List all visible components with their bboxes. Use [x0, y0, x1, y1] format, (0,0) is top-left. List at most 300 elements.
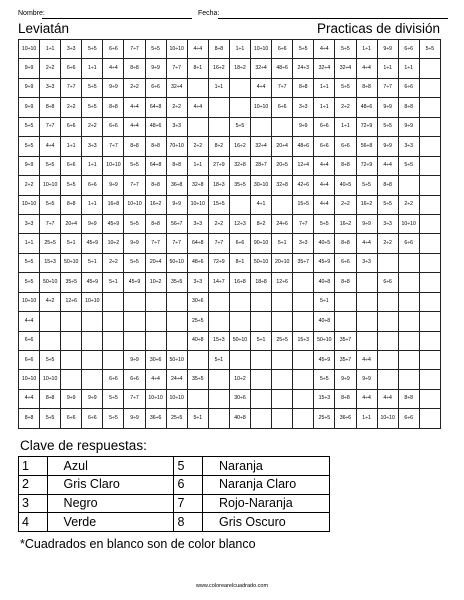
grid-cell: 7÷7: [124, 40, 145, 59]
grid-cell: 4÷4: [103, 59, 124, 78]
grid-cell: [82, 331, 103, 350]
grid-cell: 5÷5: [356, 176, 377, 195]
grid-cell: 9÷9: [103, 176, 124, 195]
grid-cell: [103, 331, 124, 350]
grid-cell: 4÷4: [40, 137, 61, 156]
name-line: [42, 18, 192, 19]
grid-cell: 12÷4: [293, 156, 314, 175]
grid-cell: [187, 78, 208, 97]
grid-cell: 8÷8: [124, 137, 145, 156]
grid-cell: 16÷2: [356, 195, 377, 214]
grid-cell: 1÷1: [335, 117, 356, 136]
grid-cell: 9÷9: [61, 389, 82, 408]
grid-cell: 8÷8: [40, 389, 61, 408]
grid-cell: 7÷7: [40, 214, 61, 233]
grid-cell: 5÷5: [82, 98, 103, 117]
grid-cell: 25÷5: [314, 409, 335, 429]
grid-cell: [272, 292, 293, 311]
division-grid: [18, 39, 441, 429]
grid-cell: 9÷9: [398, 117, 419, 136]
grid-cell: 9÷9: [19, 156, 40, 175]
grid-cell: 8÷8: [335, 156, 356, 175]
grid-cell: 18÷3: [208, 176, 229, 195]
grid-cell: [398, 253, 419, 272]
grid-cell: [398, 312, 419, 331]
grid-cell: 10÷10: [398, 214, 419, 233]
grid-cell: [419, 78, 440, 97]
grid-cell: 2÷2: [335, 98, 356, 117]
worksheet-title: Practicas de división: [316, 21, 440, 36]
grid-cell: [419, 331, 440, 350]
grid-cell: 6÷6: [272, 98, 293, 117]
grid-cell: 50÷10: [166, 253, 187, 272]
grid-cell: 32÷8: [229, 156, 250, 175]
grid-cell: 36÷6: [335, 409, 356, 429]
grid-cell: 24÷3: [293, 59, 314, 78]
grid-cell: 4÷4: [145, 370, 166, 389]
grid-cell: 7÷7: [61, 78, 82, 97]
grid-cell: 4÷4: [251, 78, 272, 97]
grid-cell: 2÷2: [61, 98, 82, 117]
grid-cell: 10÷10: [19, 370, 40, 389]
grid-cell: 12÷6: [272, 273, 293, 292]
grid-cell: 72÷9: [208, 253, 229, 272]
date-line: [218, 18, 448, 19]
grid-cell: 8÷8: [335, 389, 356, 408]
grid-cell: 16÷8: [103, 195, 124, 214]
key-number: 1: [19, 457, 48, 476]
grid-cell: 2÷2: [166, 98, 187, 117]
key-color: Azul: [47, 457, 174, 476]
grid-cell: 10÷2: [103, 234, 124, 253]
grid-cell: 7÷7: [272, 78, 293, 97]
grid-cell: [398, 292, 419, 311]
key-number: 5: [174, 457, 203, 476]
grid-cell: 5÷5: [335, 78, 356, 97]
grid-cell: 3÷3: [40, 78, 61, 97]
grid-cell: [251, 292, 272, 311]
grid-cell: [61, 331, 82, 350]
key-number: 4: [19, 513, 48, 532]
grid-cell: 8÷8: [398, 389, 419, 408]
grid-cell: 4÷4: [124, 117, 145, 136]
grid-cell: 2÷2: [124, 78, 145, 97]
grid-cell: 8÷8: [145, 214, 166, 233]
grid-cell: 8÷8: [377, 176, 398, 195]
grid-cell: 6÷6: [61, 409, 82, 429]
grid-cell: 8÷8: [103, 98, 124, 117]
grid-cell: [419, 312, 440, 331]
grid-cell: 9÷9: [124, 351, 145, 370]
key-color: Gris Claro: [47, 475, 174, 494]
grid-cell: 16÷2: [229, 137, 250, 156]
grid-cell: [272, 389, 293, 408]
grid-cell: 4÷1: [251, 195, 272, 214]
grid-cell: [166, 292, 187, 311]
key-color: Rojo-Naranja: [203, 494, 330, 513]
grid-cell: 5÷5: [61, 176, 82, 195]
grid-cell: 6÷6: [314, 137, 335, 156]
grid-cell: [377, 351, 398, 370]
grid-cell: [356, 292, 377, 311]
grid-cell: 3÷3: [187, 214, 208, 233]
grid-cell: 24÷6: [272, 214, 293, 233]
grid-cell: 8÷8: [145, 176, 166, 195]
grid-cell: 35÷5: [166, 273, 187, 292]
grid-cell: 4÷4: [356, 351, 377, 370]
grid-cell: [398, 331, 419, 350]
grid-cell: [145, 331, 166, 350]
grid-cell: 7÷7: [124, 176, 145, 195]
grid-cell: 15÷5: [208, 195, 229, 214]
grid-cell: [398, 351, 419, 370]
grid-cell: 45÷9: [314, 351, 335, 370]
grid-cell: [251, 351, 272, 370]
grid-cell: 42÷6: [293, 176, 314, 195]
grid-cell: [82, 312, 103, 331]
grid-cell: 40÷8: [314, 312, 335, 331]
grid-cell: 2÷2: [103, 253, 124, 272]
grid-cell: 8÷8: [166, 156, 187, 175]
grid-cell: 1÷1: [398, 59, 419, 78]
grid-cell: [208, 312, 229, 331]
grid-cell: 4÷4: [187, 98, 208, 117]
grid-cell: 1÷1: [356, 40, 377, 59]
grid-cell: [82, 370, 103, 389]
grid-cell: 5÷5: [19, 117, 40, 136]
grid-cell: [61, 312, 82, 331]
grid-cell: [419, 214, 440, 233]
grid-cell: [293, 312, 314, 331]
grid-cell: 5÷1: [251, 331, 272, 350]
grid-cell: 16÷8: [229, 273, 250, 292]
grid-cell: 2÷2: [398, 195, 419, 214]
grid-row: [19, 78, 441, 97]
grid-cell: 15÷3: [208, 331, 229, 350]
grid-cell: 10÷10: [166, 389, 187, 408]
grid-cell: 9÷9: [377, 98, 398, 117]
grid-cell: 48÷6: [272, 59, 293, 78]
grid-cell: 5÷5: [82, 40, 103, 59]
grid-cell: 6÷6: [103, 370, 124, 389]
grid-cell: [166, 312, 187, 331]
grid-cell: 5÷1: [103, 273, 124, 292]
grid-cell: [229, 78, 250, 97]
grid-cell: 8÷8: [356, 78, 377, 97]
grid-cell: [419, 176, 440, 195]
grid-cell: [251, 370, 272, 389]
grid-cell: [272, 195, 293, 214]
grid-cell: 10÷10: [40, 370, 61, 389]
grid-cell: 5÷5: [40, 195, 61, 214]
grid-row: [19, 351, 441, 370]
grid-cell: 20÷10: [272, 253, 293, 272]
grid-cell: [419, 370, 440, 389]
grid-cell: 9÷9: [124, 409, 145, 429]
grid-cell: 3÷3: [356, 253, 377, 272]
grid-cell: [229, 292, 250, 311]
grid-cell: 6÷6: [398, 234, 419, 253]
grid-cell: 30÷6: [145, 351, 166, 370]
grid-cell: 9÷9: [377, 137, 398, 156]
grid-cell: 90÷10: [251, 234, 272, 253]
key-number: 7: [174, 494, 203, 513]
grid-cell: 30÷6: [229, 389, 250, 408]
grid-cell: [145, 292, 166, 311]
grid-cell: 30÷10: [251, 176, 272, 195]
grid-cell: [208, 389, 229, 408]
grid-cell: 7÷7: [40, 117, 61, 136]
grid-cell: [419, 137, 440, 156]
answer-key-row: [19, 457, 330, 476]
grid-cell: 6÷6: [19, 331, 40, 350]
grid-cell: [61, 351, 82, 370]
grid-cell: 5÷5: [40, 156, 61, 175]
grid-cell: 32÷4: [314, 59, 335, 78]
grid-row: [19, 40, 441, 59]
grid-cell: 48÷6: [145, 117, 166, 136]
grid-cell: 50÷10: [314, 331, 335, 350]
grid-cell: 10÷2: [229, 370, 250, 389]
grid-cell: 8÷2: [251, 214, 272, 233]
key-number: 8: [174, 513, 203, 532]
grid-cell: [251, 117, 272, 136]
grid-cell: 4÷4: [19, 389, 40, 408]
grid-cell: 64÷8: [145, 156, 166, 175]
grid-cell: [419, 273, 440, 292]
grid-row: [19, 195, 441, 214]
footnote: *Cuadrados en blanco son de color blanco: [20, 537, 256, 551]
grid-cell: 45÷9: [103, 214, 124, 233]
grid-cell: 4÷4: [314, 156, 335, 175]
grid-cell: 10÷10: [166, 40, 187, 59]
grid-cell: 36÷8: [166, 176, 187, 195]
grid-cell: 32÷8: [272, 176, 293, 195]
worksheet-subject: Leviatán: [18, 21, 70, 36]
grid-row: [19, 292, 441, 311]
grid-cell: 10÷10: [251, 40, 272, 59]
grid-cell: 4÷4: [187, 40, 208, 59]
grid-cell: 3÷3: [398, 137, 419, 156]
grid-cell: 10÷10: [251, 98, 272, 117]
grid-cell: [419, 292, 440, 311]
grid-row: [19, 273, 441, 292]
grid-cell: 6÷6: [103, 117, 124, 136]
grid-cell: 10÷10: [40, 176, 61, 195]
grid-cell: 7÷7: [166, 59, 187, 78]
grid-cell: 1÷1: [208, 78, 229, 97]
grid-cell: [124, 292, 145, 311]
grid-cell: 35÷7: [335, 351, 356, 370]
grid-cell: [187, 351, 208, 370]
grid-row: [19, 214, 441, 233]
grid-cell: 9÷9: [19, 59, 40, 78]
grid-cell: 1÷1: [82, 156, 103, 175]
grid-cell: 5÷1: [208, 351, 229, 370]
grid-row: [19, 370, 441, 389]
grid-cell: [208, 409, 229, 429]
grid-cell: [166, 331, 187, 350]
key-color: Naranja: [203, 457, 330, 476]
grid-cell: [419, 253, 440, 272]
grid-cell: 40÷8: [187, 331, 208, 350]
grid-cell: 4÷4: [314, 176, 335, 195]
key-color: Negro: [47, 494, 174, 513]
grid-cell: 10÷10: [82, 292, 103, 311]
grid-cell: 15÷3: [40, 253, 61, 272]
grid-cell: 5÷5: [335, 40, 356, 59]
grid-cell: [377, 312, 398, 331]
grid-cell: 5÷1: [187, 409, 208, 429]
grid-cell: 5÷5: [19, 273, 40, 292]
grid-cell: 9÷9: [335, 370, 356, 389]
grid-cell: 50÷10: [251, 253, 272, 272]
grid-cell: 6÷6: [377, 273, 398, 292]
grid-cell: 7÷7: [145, 234, 166, 253]
grid-cell: 25÷5: [187, 312, 208, 331]
grid-cell: [419, 351, 440, 370]
grid-cell: 8÷8: [40, 98, 61, 117]
grid-cell: 35÷7: [293, 253, 314, 272]
grid-row: [19, 409, 441, 429]
grid-cell: 2÷2: [40, 59, 61, 78]
grid-cell: 45÷9: [82, 273, 103, 292]
grid-cell: [293, 389, 314, 408]
grid-cell: 72÷9: [356, 117, 377, 136]
grid-row: [19, 312, 441, 331]
grid-cell: 10÷2: [145, 273, 166, 292]
grid-cell: 8÷8: [145, 137, 166, 156]
grid-cell: [293, 351, 314, 370]
grid-cell: 6÷6: [145, 78, 166, 97]
grid-cell: 9÷9: [103, 78, 124, 97]
grid-cell: 64÷8: [187, 234, 208, 253]
grid-cell: 9÷9: [19, 98, 40, 117]
grid-cell: 8÷8: [335, 234, 356, 253]
grid-cell: 8÷2: [208, 137, 229, 156]
grid-cell: 5÷5: [19, 137, 40, 156]
grid-cell: [229, 195, 250, 214]
grid-cell: [419, 117, 440, 136]
grid-cell: [272, 409, 293, 429]
grid-cell: 8÷1: [187, 59, 208, 78]
grid-cell: [145, 312, 166, 331]
grid-cell: 5÷5: [19, 253, 40, 272]
grid-cell: [124, 312, 145, 331]
grid-cell: [187, 117, 208, 136]
grid-cell: 15÷3: [314, 389, 335, 408]
grid-cell: 2÷2: [82, 117, 103, 136]
grid-cell: [103, 351, 124, 370]
grid-cell: 3÷3: [61, 40, 82, 59]
grid-cell: [293, 273, 314, 292]
grid-cell: [419, 409, 440, 429]
grid-cell: 5÷5: [293, 40, 314, 59]
grid-cell: [419, 234, 440, 253]
grid-cell: 5÷1: [314, 292, 335, 311]
grid-cell: 7÷7: [166, 234, 187, 253]
grid-cell: 8÷8: [19, 409, 40, 429]
grid-cell: 5÷5: [124, 214, 145, 233]
grid-cell: 50÷10: [229, 331, 250, 350]
website-footer: www.colorearelcuadrado.com: [195, 583, 269, 589]
grid-cell: 4÷2: [40, 292, 61, 311]
grid-cell: [419, 389, 440, 408]
grid-cell: 10÷10: [187, 195, 208, 214]
grid-cell: 1÷1: [40, 40, 61, 59]
grid-cell: 4÷4: [124, 98, 145, 117]
grid-cell: 7÷7: [293, 214, 314, 233]
grid-cell: 9÷9: [19, 78, 40, 97]
grid-row: [19, 234, 441, 253]
grid-cell: [61, 370, 82, 389]
grid-cell: 9÷9: [82, 389, 103, 408]
grid-cell: 28÷7: [251, 156, 272, 175]
grid-cell: 20÷5: [272, 156, 293, 175]
grid-cell: 6÷6: [103, 40, 124, 59]
grid-cell: 6÷6: [61, 59, 82, 78]
grid-cell: 14÷7: [208, 273, 229, 292]
grid-cell: 45÷9: [314, 253, 335, 272]
grid-cell: 6÷6: [82, 176, 103, 195]
grid-cell: 6÷6: [398, 409, 419, 429]
grid-cell: 4÷4: [356, 389, 377, 408]
grid-cell: 5÷5: [82, 78, 103, 97]
grid-cell: 2÷2: [377, 234, 398, 253]
grid-cell: 70÷10: [166, 137, 187, 156]
grid-cell: 5÷5: [40, 351, 61, 370]
grid-cell: 48÷6: [293, 137, 314, 156]
grid-cell: 24÷4: [166, 370, 187, 389]
grid-cell: 5÷5: [124, 253, 145, 272]
grid-cell: [229, 351, 250, 370]
grid-cell: 8÷8: [335, 273, 356, 292]
grid-cell: [103, 292, 124, 311]
grid-cell: [419, 98, 440, 117]
key-number: 2: [19, 475, 48, 494]
grid-cell: 25÷5: [166, 409, 187, 429]
key-number: 6: [174, 475, 203, 494]
grid-cell: 5÷5: [103, 409, 124, 429]
grid-row: [19, 59, 441, 78]
grid-cell: 1÷1: [82, 195, 103, 214]
grid-cell: 1÷1: [61, 137, 82, 156]
grid-cell: 4÷4: [314, 195, 335, 214]
grid-cell: [82, 351, 103, 370]
grid-cell: 6÷6: [82, 409, 103, 429]
grid-cell: 10÷10: [377, 409, 398, 429]
grid-cell: 7÷7: [377, 78, 398, 97]
grid-cell: 5÷1: [61, 234, 82, 253]
grid-row: [19, 331, 441, 350]
grid-cell: 6÷6: [61, 156, 82, 175]
grid-cell: 9÷9: [356, 370, 377, 389]
grid-cell: [377, 370, 398, 389]
grid-cell: 9÷9: [166, 195, 187, 214]
grid-cell: 4÷4: [377, 156, 398, 175]
grid-cell: 40÷8: [229, 409, 250, 429]
grid-cell: [272, 351, 293, 370]
key-number: 3: [19, 494, 48, 513]
grid-cell: 6÷6: [61, 117, 82, 136]
grid-cell: [398, 176, 419, 195]
grid-cell: 8÷8: [124, 59, 145, 78]
grid-cell: 40÷8: [314, 273, 335, 292]
grid-cell: 4÷4: [19, 312, 40, 331]
grid-cell: 6÷6: [314, 117, 335, 136]
grid-cell: 16÷2: [208, 59, 229, 78]
grid-cell: [229, 312, 250, 331]
